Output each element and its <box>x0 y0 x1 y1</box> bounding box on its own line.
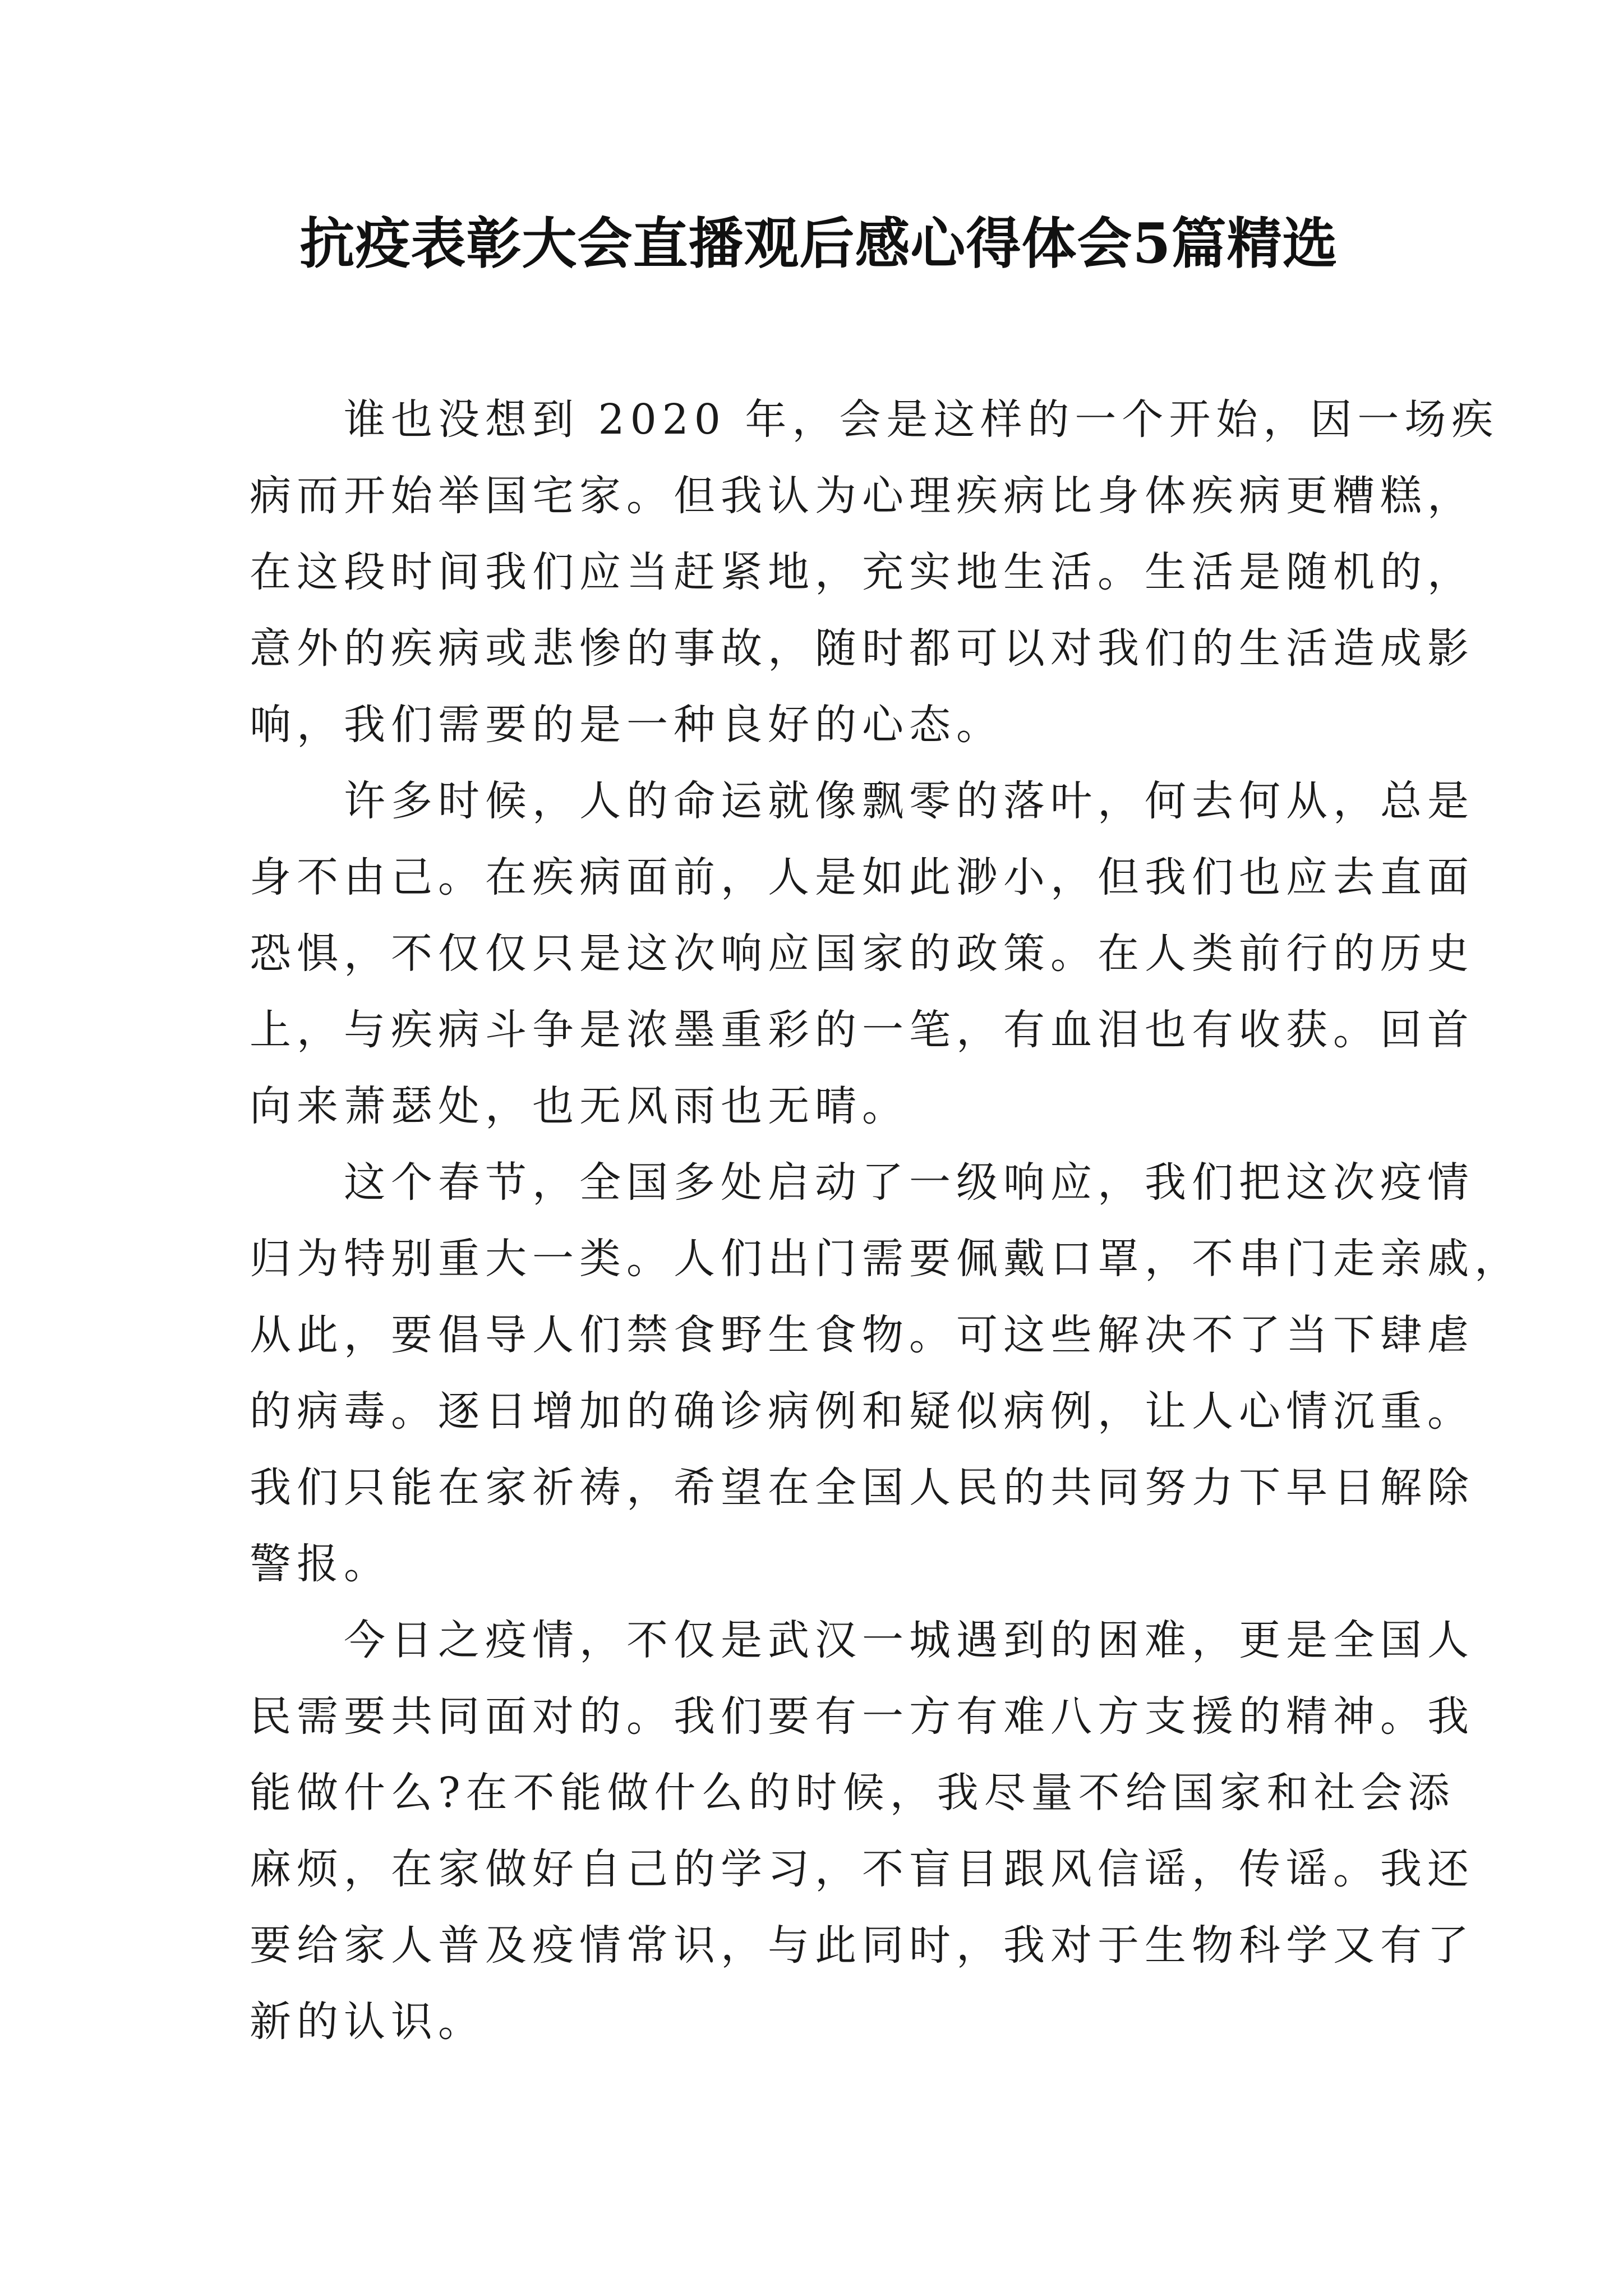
paragraph-line: 许多时候，人的命运就像飘零的落叶，何去何从，总是 <box>344 777 1474 825</box>
paragraph-line: 新的认识。 <box>250 1998 485 2046</box>
paragraph-4 <box>250 1602 1474 2060</box>
paragraph-line: 要给家人普及疫情常识，与此同时，我对于生物科学又有了 <box>250 1921 1474 1970</box>
paragraph-line: 能做什么?在不能做什么的时候，我尽量不给国家和社会添 <box>250 1769 1455 1817</box>
paragraph-line: 这个春节，全国多处启动了一级响应，我们把这次疫情 <box>344 1158 1474 1207</box>
paragraph-line: 在这段时间我们应当赶紧地，充实地生活。生活是随机的， <box>250 548 1474 596</box>
paragraph-line: 病而开始举国宅家。但我认为心理疾病比身体疾病更糟糕， <box>250 472 1474 520</box>
paragraph-line: 民需要共同面对的。我们要有一方有难八方支援的精神。我 <box>250 1692 1474 1741</box>
paragraph-2 <box>250 763 1474 1144</box>
paragraph-line: 恐惧，不仅仅只是这次响应国家的政策。在人类前行的历史 <box>250 930 1474 978</box>
paragraph-line: 上，与疾病斗争是浓墨重彩的一笔，有血泪也有收获。回首 <box>250 1006 1474 1054</box>
paragraph-line: 从此，要倡导人们禁食野生食物。可这些解决不了当下肆虐 <box>250 1311 1474 1359</box>
paragraph-line: 警报。 <box>250 1540 391 1588</box>
paragraph-line: 响，我们需要的是一种良好的心态。 <box>250 701 1003 749</box>
paragraph-line: 向来萧瑟处，也无风雨也无晴。 <box>250 1082 909 1130</box>
paragraph-line: 的病毒。逐日增加的确诊病例和疑似病例，让人心情沉重。 <box>250 1387 1474 1435</box>
document-body <box>250 381 1521 2060</box>
paragraph-line: 麻烦，在家做好自己的学习，不盲目跟风信谣，传谣。我还 <box>250 1845 1474 1893</box>
paragraph-line: 谁也没想到 2020 年，会是这样的一个开始，因一场疾 <box>344 395 1499 444</box>
paragraph-line: 今日之疫情，不仅是武汉一城遇到的困难，更是全国人 <box>344 1616 1474 1664</box>
paragraph-line: 我们只能在家祈祷，希望在全国人民的共同努力下早日解除 <box>250 1464 1474 1512</box>
paragraph-3 <box>250 1144 1521 1602</box>
paragraph-line: 身不由己。在疾病面前，人是如此渺小，但我们也应去直面 <box>250 853 1474 901</box>
paragraph-line: 归为特别重大一类。人们出门需要佩戴口罩，不串门走亲戚， <box>250 1235 1521 1283</box>
paragraph-1 <box>250 381 1499 763</box>
document-title: 抗疫表彰大会直播观后感心得体会5篇精选 <box>299 211 1338 276</box>
paragraph-line: 意外的疾病或悲惨的事故，随时都可以对我们的生活造成影 <box>250 624 1474 673</box>
